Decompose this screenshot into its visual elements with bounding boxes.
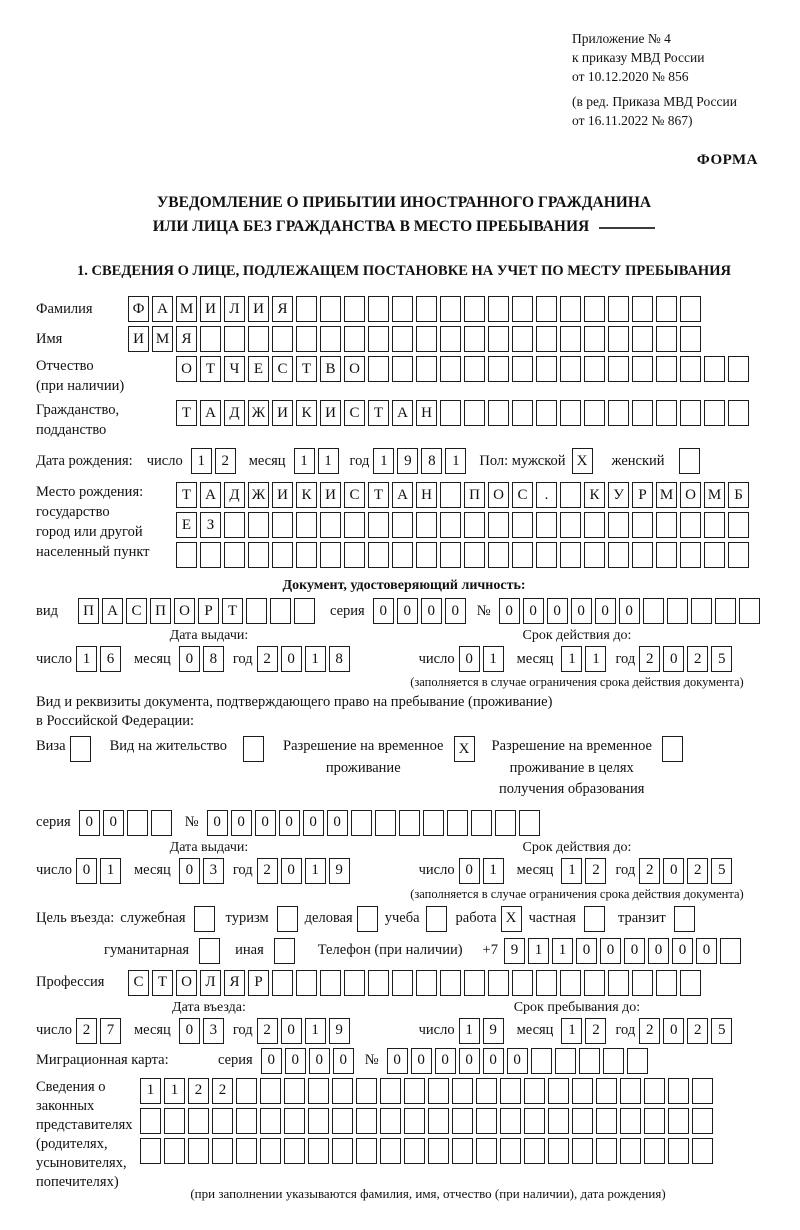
phone-prefix: +7 [482, 942, 498, 959]
birth-place-row3[interactable] [176, 542, 752, 568]
profession-label: Профессия [36, 974, 105, 991]
birth-place-row2[interactable]: Е З [176, 512, 752, 538]
temp-residence-checkbox[interactable]: X [454, 736, 478, 762]
purpose-business-label: деловая [304, 910, 353, 927]
valid-until-title: Срок действия до: [522, 839, 632, 855]
year-label: год [615, 1022, 636, 1039]
purpose-study-checkbox[interactable] [426, 906, 450, 932]
sex-female-label: женский [611, 452, 665, 469]
year-label: год [232, 1022, 253, 1039]
residence-doc-dates [36, 840, 772, 902]
purpose-tourism-label: туризм [225, 910, 269, 927]
number-sign: № [184, 814, 199, 831]
month-label: месяц [248, 452, 286, 469]
sex-male-label: Пол: мужской [479, 452, 566, 469]
day-label: число [418, 862, 455, 879]
field-surname [36, 296, 772, 322]
male-checkbox[interactable]: X [572, 448, 596, 474]
forma-label: ФОРМА [696, 152, 758, 169]
surname-label: Фамилия [36, 300, 93, 317]
birth-date-label: Дата рождения: [36, 452, 133, 469]
entry-day-cells[interactable]: 2 7 [76, 1018, 124, 1044]
field-name [36, 326, 772, 352]
issue-date-title: Дата выдачи: [169, 839, 249, 855]
form-title [36, 191, 772, 239]
day-label: число [36, 1022, 72, 1039]
purpose-study-label: учеба [384, 910, 420, 927]
day-label: число [36, 862, 72, 879]
birth-place-cells [176, 482, 752, 572]
doc-type-label: вид [36, 602, 58, 619]
edu-residence-label: Разрешение на временное проживание в целях получения образования [491, 738, 652, 797]
field-patronymic [36, 356, 772, 396]
field-citizenship [36, 400, 772, 440]
citizenship-label: Гражданство, подданство [36, 402, 120, 439]
validity-note: (заполняется в случае ограничения срока действия документа) [410, 886, 744, 901]
patronymic-label: Отчество (при наличии) [36, 358, 125, 395]
profession-cells[interactable]: С Т О Л Я Р [128, 970, 704, 996]
purpose-private-checkbox[interactable] [584, 906, 608, 932]
entry-date-title: Дата въезда: [172, 999, 246, 1015]
purpose-other-checkbox[interactable] [274, 938, 298, 964]
valid-year-cells[interactable]: 2 0 2 5 [639, 858, 735, 884]
edu-residence-checkbox[interactable] [662, 736, 686, 762]
hdr-line: (в ред. Приказа МВД России [572, 93, 737, 109]
month-label: месяц [133, 862, 171, 879]
residence-permit-label: Вид на жительство [109, 738, 228, 755]
birth-day-cells[interactable]: 1 2 [191, 448, 239, 474]
surname-cells[interactable]: Ф А М И Л И Я [128, 296, 704, 322]
entry-year-cells[interactable]: 2 0 1 9 [257, 1018, 353, 1044]
visa-label: Виза [36, 738, 66, 755]
representatives-cells [140, 1078, 716, 1202]
doc-number-cells[interactable]: 0 0 0 0 0 0 [499, 598, 763, 624]
hdr-line: Приложение № 4 [572, 31, 671, 46]
month-label: месяц [133, 1022, 171, 1039]
month-label: месяц [516, 1022, 554, 1039]
visa-option [36, 736, 94, 762]
doc-series-label: серия [329, 602, 365, 619]
field-profession [36, 970, 772, 996]
representatives-row3[interactable] [140, 1138, 716, 1164]
female-checkbox[interactable] [679, 448, 703, 474]
issue-day-cells[interactable]: 1 6 [76, 646, 124, 672]
issue-year-cells[interactable]: 2 0 1 9 [257, 858, 353, 884]
valid-year-cells[interactable]: 2 0 2 5 [639, 646, 735, 672]
purpose-work-label: работа [455, 910, 497, 927]
name-label: Имя [36, 330, 63, 347]
entry-stay-dates [36, 1000, 772, 1044]
residence-doc-intro2: в Российской Федерации: [36, 713, 195, 730]
citizenship-cells[interactable]: Т А Д Ж И К И С Т А Н [176, 400, 752, 426]
representatives-note: (при заполнении указываются фамилия, имя, отчество (при наличии), дата рождения) [190, 1185, 666, 1201]
entry-month-cells[interactable]: 0 3 [179, 1018, 227, 1044]
migration-number-cells[interactable]: 0 0 0 0 0 0 [387, 1048, 651, 1074]
valid-until-title: Срок действия до: [522, 628, 632, 644]
patronymic-cells[interactable]: О Т Ч Е С Т В О [176, 356, 752, 382]
edu-residence-option [492, 736, 686, 799]
validity-note: (заполняется в случае ограничения срока действия документа) [410, 675, 744, 690]
day-label: число [418, 1022, 455, 1039]
purpose-other-label: иная [235, 942, 264, 959]
series-label: серия [36, 814, 71, 831]
year-label: год [232, 862, 253, 879]
purpose-transit-checkbox[interactable] [674, 906, 698, 932]
birth-month-cells[interactable]: 1 1 [294, 448, 342, 474]
valid-month-cells[interactable]: 1 1 [561, 646, 609, 672]
day-label: число [146, 452, 183, 469]
field-birth-place [36, 482, 772, 572]
visa-checkbox[interactable] [70, 736, 94, 762]
residence-permit-option [110, 736, 267, 762]
issue-year-cells[interactable]: 2 0 1 8 [257, 646, 353, 672]
stay-until-title: Срок пребывания до: [513, 999, 641, 1015]
representatives-row1[interactable]: 1 1 2 2 [140, 1078, 716, 1104]
year-label: год [232, 650, 253, 667]
month-label: месяц [133, 650, 171, 667]
issue-date-title: Дата выдачи: [169, 628, 249, 644]
day-label: число [36, 650, 72, 667]
form-title-line2: ИЛИ ЛИЦА БЕЗ ГРАЖДАНСТВА В МЕСТО ПРЕБЫВАНИЯ [36, 215, 772, 239]
form-title-line1: УВЕДОМЛЕНИЕ О ПРИБЫТИИ ИНОСТРАННОГО ГРАЖДАНИНА [156, 194, 652, 212]
identity-doc-heading: Документ, удостоверяющий личность: [282, 578, 526, 594]
valid-day-cells[interactable]: 0 1 [459, 646, 507, 672]
hdr-line: от 16.11.2022 № 867) [572, 112, 693, 128]
residence-doc-series-row [36, 810, 772, 836]
purpose-business-checkbox[interactable] [357, 906, 381, 932]
series-label: серия [218, 1052, 253, 1069]
field-birth-date [36, 448, 772, 474]
temp-residence-label: Разрешение на временное проживание [283, 738, 444, 776]
birth-place-label: Место рождения: государство город или другой населенный пункт [36, 484, 150, 561]
number-sign: № [364, 1052, 379, 1069]
purpose-private-label: частная [528, 910, 576, 927]
year-label: год [615, 862, 636, 879]
name-cells[interactable]: И М Я [128, 326, 704, 352]
residence-permit-checkbox[interactable] [243, 736, 267, 762]
residence-series-cells[interactable]: 0 0 [79, 810, 175, 836]
hdr-line: к приказу МВД России [572, 49, 705, 65]
migration-series-cells[interactable]: 0 0 0 0 [261, 1048, 357, 1074]
phone-label: Телефон (при наличии) [317, 942, 463, 959]
identity-doc-dates [36, 628, 772, 690]
representatives-row2[interactable] [140, 1108, 716, 1134]
issue-day-cells[interactable]: 0 1 [76, 858, 124, 884]
issue-month-cells[interactable]: 0 8 [179, 646, 227, 672]
visit-purpose-row2 [104, 938, 772, 964]
purpose-transit-label: транзит [617, 910, 666, 927]
valid-day-cells[interactable]: 0 1 [459, 858, 507, 884]
purpose-humanitarian-checkbox[interactable] [199, 938, 223, 964]
residence-doc-intro1: Вид и реквизиты документа, подтверждающего право на пребывание (проживание) [36, 694, 553, 711]
stay-year-cells[interactable]: 2 0 2 5 [639, 1018, 735, 1044]
stay-month-cells[interactable]: 1 2 [561, 1018, 609, 1044]
representatives-label: Сведения о законных представителях (родителях, усыновителях, попечителях) [36, 1078, 133, 1190]
year-label: год [349, 452, 370, 469]
regulation-reference [572, 30, 772, 130]
blank-underline [599, 227, 655, 229]
valid-month-cells[interactable]: 1 2 [561, 858, 609, 884]
residence-number-cells[interactable]: 0 0 0 0 0 0 [207, 810, 543, 836]
day-label: число [418, 650, 455, 667]
doc-number-sign: № [476, 602, 491, 619]
doc-series-cells[interactable]: 0 0 0 0 [373, 598, 469, 624]
stay-day-cells[interactable]: 1 9 [459, 1018, 507, 1044]
phone-cells[interactable]: 9 1 1 0 0 0 0 0 0 [504, 938, 744, 964]
temp-residence-option [283, 736, 477, 778]
migration-card-row [36, 1048, 772, 1074]
purpose-tourism-checkbox[interactable] [277, 906, 301, 932]
purpose-official-label: служебная [120, 910, 186, 927]
section-1-heading: 1. СВЕДЕНИЯ О ЛИЦЕ, ПОДЛЕЖАЩЕМ ПОСТАНОВКЕ НА УЧЕТ ПО МЕСТУ ПРЕБЫВАНИЯ [77, 263, 731, 280]
month-label: месяц [516, 650, 554, 667]
purpose-humanitarian-label: гуманитарная [104, 942, 190, 959]
visit-purpose-row1 [36, 906, 772, 932]
representatives-row [36, 1078, 772, 1202]
purpose-work-checkbox[interactable]: X [501, 906, 525, 932]
birth-year-cells[interactable]: 1 9 8 1 [373, 448, 469, 474]
issue-month-cells[interactable]: 0 3 [179, 858, 227, 884]
month-label: месяц [516, 862, 554, 879]
migration-card-label: Миграционная карта: [36, 1052, 169, 1069]
residence-permit-options [36, 736, 772, 799]
purpose-official-checkbox[interactable] [194, 906, 218, 932]
doc-type-cells[interactable]: П А С П О Р Т [78, 598, 318, 624]
hdr-line: от 10.12.2020 № 856 [572, 68, 689, 84]
identity-doc-row [36, 598, 772, 624]
birth-place-row1[interactable]: Т А Д Ж И К И С Т А Н П О С . К У Р М О М Б [176, 482, 752, 508]
year-label: год [615, 650, 636, 667]
visit-purpose-label: Цель въезда: [36, 910, 115, 927]
